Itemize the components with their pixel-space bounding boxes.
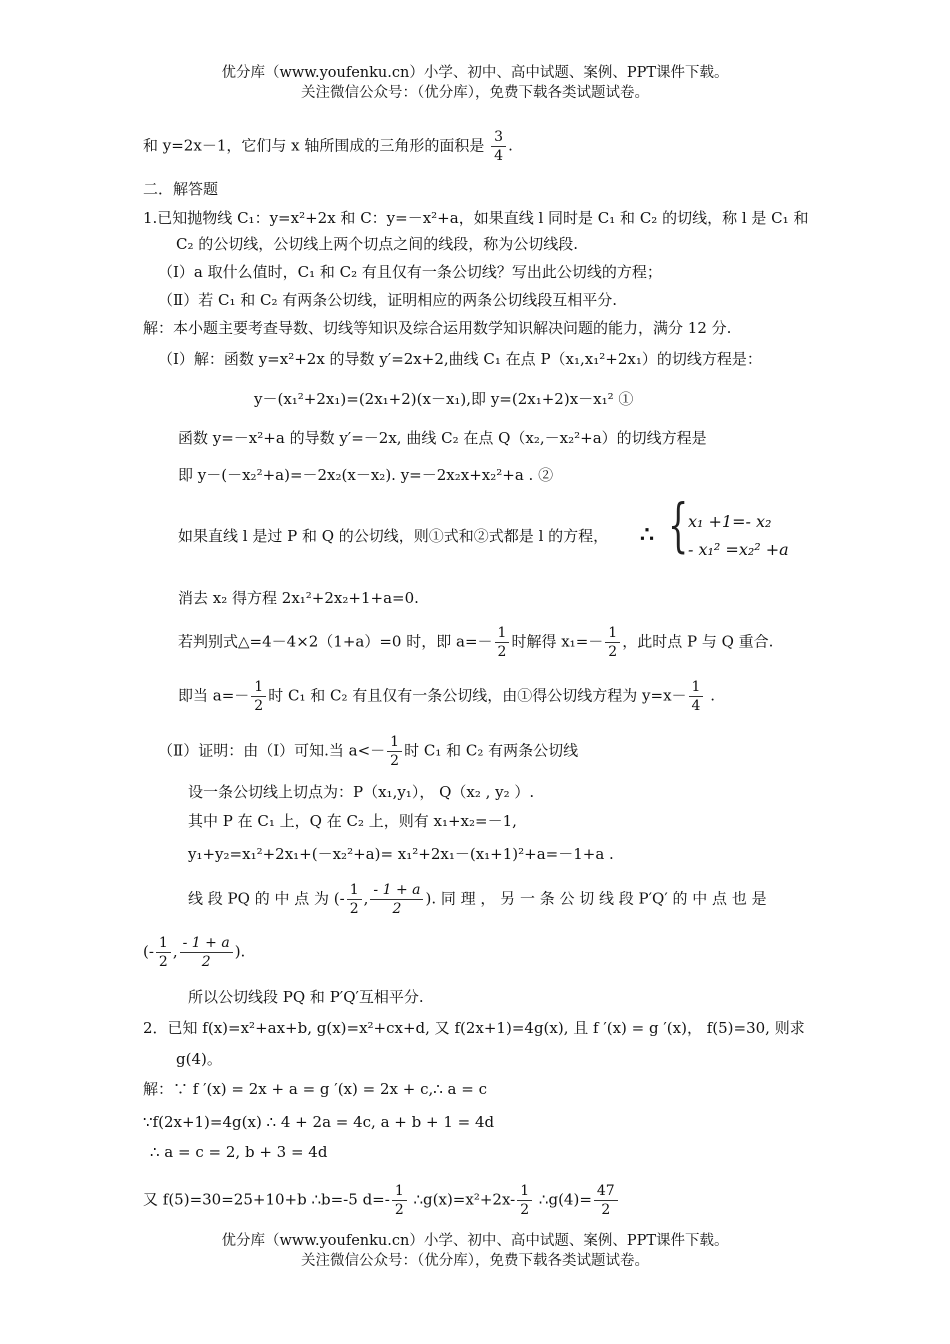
p6-text-c: ). 同 理 ， 另 一 条 公 切 线 段 P′Q′ 的 中 点 也 是 (425, 889, 767, 908)
q1-p8: 所以公切线段 PQ 和 P′Q′互相平分. (188, 988, 424, 1006)
q1-p5: y₁+y₂=x₁²+2x₁+(－x₂²+a)= x₁²+2x₁－(x₁+1)²+a=－1+a . (188, 845, 614, 863)
frac-num: 1 (387, 733, 402, 752)
p2-text-a: （Ⅱ）证明：由（Ⅰ）可知.当 a<－ (158, 741, 386, 760)
q1-s2: y－(x₁²+2x₁)=(2x₁+2)(x－x₁),即 y=(2x₁+2)x－x₁² ① (254, 390, 634, 408)
midpoint-fraction (370, 881, 423, 918)
frac-den: 2 (520, 1202, 530, 1218)
answer-fraction (594, 1182, 618, 1219)
frac-num: 1 (156, 934, 171, 953)
half-fraction (156, 934, 171, 971)
frac-den: 2 (254, 698, 264, 714)
half-fraction (347, 881, 362, 918)
therefore-symbol: ∴ (640, 522, 654, 548)
frac-num: 47 (594, 1182, 618, 1201)
frac-num: 1 (605, 624, 620, 643)
q1-s7 (178, 624, 773, 661)
p7-text-a: (- (143, 942, 154, 961)
midpoint-fraction (180, 934, 233, 971)
q1-s6: 消去 x₂ 得方程 2x₁²+2x₂+1+a=0. (178, 589, 419, 607)
half-fraction (387, 733, 402, 770)
p2-text-b: 时 C₁ 和 C₂ 有两条公切线 (404, 741, 579, 760)
q2-stem-b: g(4)。 (176, 1050, 222, 1068)
s7-text-b: 时解得 x₁=－ (511, 632, 604, 651)
frac-num: 1 (495, 624, 510, 643)
frac-den: 2 (394, 1202, 404, 1218)
half-fraction (251, 678, 266, 715)
q1-solution-intro: 解：本小题主要考查导数、切线等知识及综合运用数学知识解决问题的能力，满分 12 分. (143, 319, 732, 337)
q1-stem-a: 1.已知抛物线 C₁：y=x²+2x 和 C：y=－x²+a，如果直线 l 同时是 C₁ 和 C₂ 的切线，称 l 是 C₁ 和 (143, 209, 809, 227)
intro-fraction (491, 128, 506, 165)
frac-num: 1 (251, 678, 266, 697)
system-brace: { (668, 491, 689, 559)
q1-p2 (158, 733, 578, 770)
p7-text-c: ). (234, 942, 246, 961)
q2-line-2: ∵f(2x+1)=4g(x) ∴ 4 + 2a = 4c, a + b + 1 = 4d (143, 1113, 495, 1131)
frac-den: 2 (158, 954, 168, 970)
quarter-fraction (689, 678, 704, 715)
q1-s4: 即 y－(－x₂²+a)=－2x₂(x－x₂). y=－2x₂x+x₂²+a . ② (178, 466, 554, 484)
frac-num: 1 (689, 678, 704, 697)
q2-line-1: 解：∵ f ′(x) = 2x + a = g ′(x) = 2x + c,∴ a = c (143, 1080, 487, 1098)
q1-p3: 设一条公切线上切点为：P（x₁,y₁）， Q（x₂ , y₂ ）. (188, 783, 535, 801)
frac-den: 2 (392, 901, 402, 917)
half-fraction (392, 1182, 407, 1219)
l4-text-c: ∴g(4)= (534, 1190, 592, 1209)
p6-text-a: 线 段 PQ 的 中 点 为 (- (188, 889, 345, 908)
frac-num: - 1 + a (180, 934, 233, 953)
frac-den: 2 (497, 644, 507, 660)
q2-line-3: ∴ a = c = 2, b + 3 = 4d (150, 1143, 328, 1161)
header-line-1: 优分库（www.youfenku.cn）小学、初中、高中试题、案例、PPT课件下载。 (221, 65, 729, 81)
footer-line-2: 关注微信公众号：（优分库），免费下载各类试题试卷。 (301, 1253, 649, 1269)
header-line-2: 关注微信公众号：（优分库），免费下载各类试题试卷。 (301, 85, 649, 101)
frac-num: - 1 + a (370, 881, 423, 900)
half-fraction (517, 1182, 532, 1219)
l4-text-a: 又 f(5)=30=25+10+b ∴b=-5 d=- (143, 1190, 390, 1209)
frac-num: 3 (491, 128, 506, 147)
s8-text-b: 时 C₁ 和 C₂ 有且仅有一条公切线，由①得公切线方程为 y=x－ (268, 686, 687, 705)
q1-part2: （Ⅱ）若 C₁ 和 C₂ 有两条公切线，证明相应的两条公切线段互相平分. (158, 291, 618, 309)
l4-text-b: ∴g(x)=x²+2x- (408, 1190, 516, 1209)
frac-den: 2 (201, 954, 211, 970)
q1-p7 (143, 934, 245, 971)
q1-p4: 其中 P 在 C₁ 上，Q 在 C₂ 上，则有 x₁+x₂=－1, (188, 812, 517, 830)
system-eq-2: - x₁² =x₂² +a (688, 540, 789, 559)
intro-line (143, 128, 513, 165)
half-fraction (605, 624, 620, 661)
s7-text-a: 若判别式△=4－4×2（1+a）=0 时，即 a=－ (178, 632, 493, 651)
s8-text-a: 即当 a=－ (178, 686, 250, 705)
frac-den: 2 (608, 644, 618, 660)
system-eq-1: x₁ +1=- x₂ (688, 512, 772, 531)
frac-den: 4 (691, 698, 701, 714)
frac-num: 1 (347, 881, 362, 900)
q2-line-4 (143, 1182, 620, 1219)
frac-num: 1 (392, 1182, 407, 1201)
q1-p6 (188, 881, 767, 918)
frac-den: 2 (390, 753, 400, 769)
intro-text: 和 y=2x－1，它们与 x 轴所围成的三角形的面积是 (143, 136, 485, 155)
p7-text-b: , (172, 942, 178, 961)
s8-text-c: . (705, 686, 715, 705)
q1-s8 (178, 678, 715, 715)
s7-text-c: ，此时点 P 与 Q 重合. (622, 632, 774, 651)
frac-den: 2 (349, 901, 359, 917)
q1-stem-b: C₂ 的公切线，公切线上两个切点之间的线段，称为公切线段. (176, 235, 579, 253)
q2-stem-a: 2．已知 f(x)=x²+ax+b, g(x)=x²+cx+d, 又 f(2x+1)=4g(x), 且 f ′(x) = g ′(x)， f(5)=30, 则求 (143, 1019, 805, 1037)
frac-den: 4 (494, 148, 504, 164)
intro-end: . (508, 136, 513, 155)
footer-line-1: 优分库（www.youfenku.cn）小学、初中、高中试题、案例、PPT课件下载。 (221, 1233, 729, 1249)
half-fraction (495, 624, 510, 661)
q1-part1: （Ⅰ）a 取什么值时，C₁ 和 C₂ 有且仅有一条公切线？写出此公切线的方程； (158, 263, 662, 281)
section-title: 二．解答题 (143, 180, 219, 198)
frac-num: 1 (517, 1182, 532, 1201)
q1-s3: 函数 y=－x²+a 的导数 y′=－2x, 曲线 C₂ 在点 Q（x₂,－x₂²+a）的切线方程是 (178, 429, 707, 447)
p6-text-b: , (363, 889, 369, 908)
frac-den: 2 (601, 1202, 611, 1218)
q1-s5: 如果直线 l 是过 P 和 Q 的公切线，则①式和②式都是 l 的方程， (178, 527, 609, 545)
q1-s1: （Ⅰ）解：函数 y=x²+2x 的导数 y′=2x+2,曲线 C₁ 在点 P（x₁,x₁²+2x₁）的切线方程是： (158, 350, 762, 368)
